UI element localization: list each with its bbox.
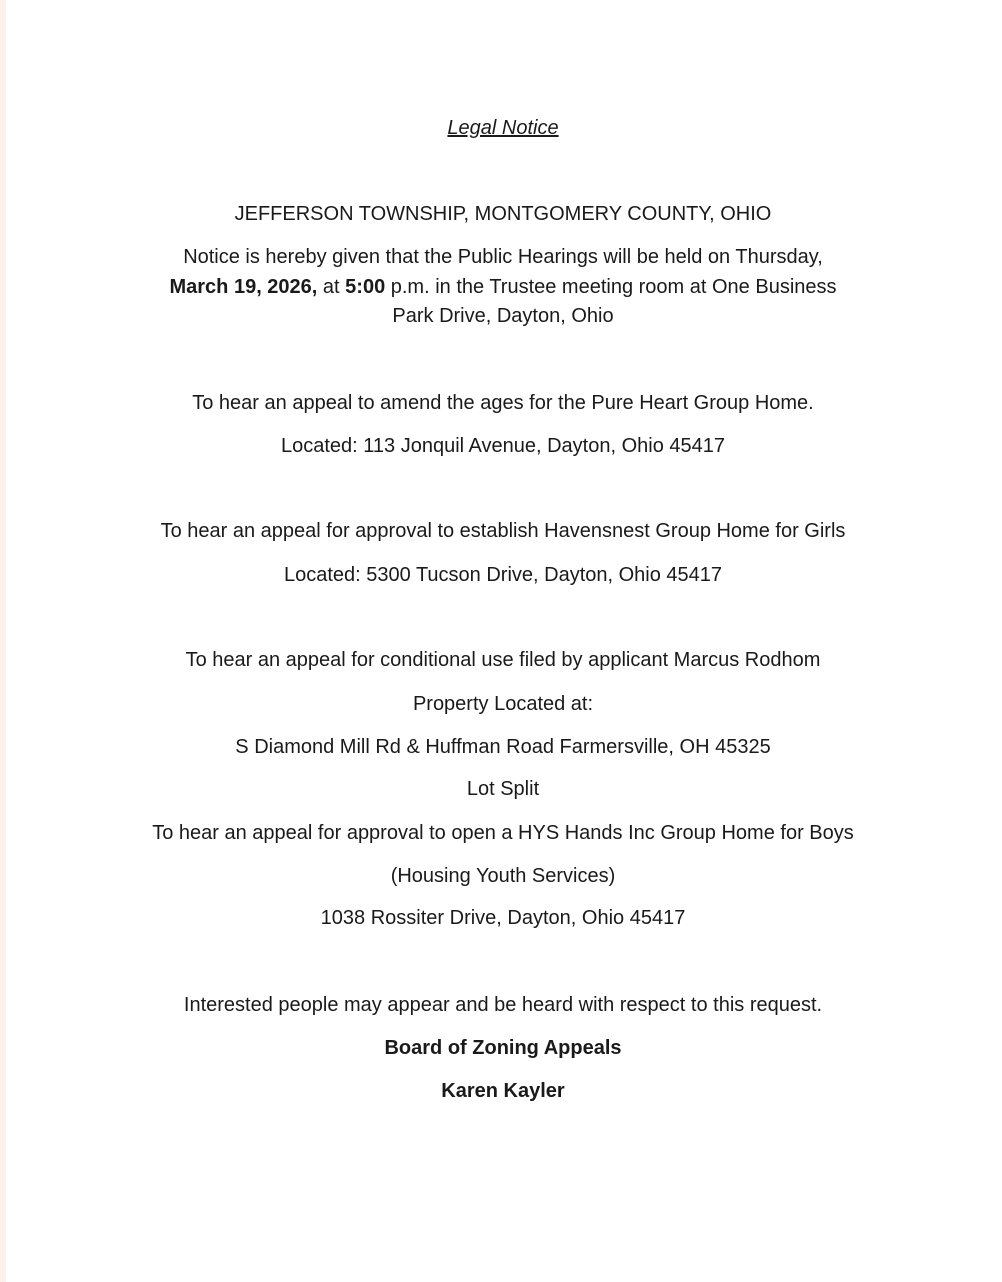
board-name: Board of Zoning Appeals: [384, 1037, 622, 1059]
intro-line-2-rest: p.m. in the Trustee meeting room at One Business: [385, 276, 837, 298]
notice-title: Legal Notice: [447, 117, 559, 139]
intro-line-1: Notice is hereby given that the Public Hearings will be held on Thursday,: [183, 246, 823, 268]
item-3-text: To hear an appeal for conditional use filed by applicant Marcus Rodhom: [185, 649, 821, 671]
intro-at: at: [317, 276, 346, 298]
item-3-location: S Diamond Mill Rd & Huffman Road Farmersville, OH 45325: [235, 736, 771, 758]
closing-statement: Interested people may appear and be heard with respect to this request.: [183, 994, 823, 1016]
signer-name: Karen Kayler: [441, 1080, 565, 1102]
hearing-date: March 19, 2026,: [169, 276, 318, 298]
item-1-text: To hear an appeal to amend the ages for the Pure Heart Group Home.: [192, 392, 814, 414]
item-2-location: Located: 5300 Tucson Drive, Dayton, Ohio 45417: [283, 564, 723, 586]
item-4-text: To hear an appeal for approval to open a HYS Hands Inc Group Home for Boys: [152, 822, 854, 844]
item-3-location-label: Property Located at:: [412, 693, 594, 715]
jurisdiction-heading: JEFFERSON TOWNSHIP, MONTGOMERY COUNTY, OHIO: [234, 203, 772, 225]
item-2-text: To hear an appeal for approval to establish Havensnest Group Home for Girls: [160, 520, 846, 542]
item-1-location: Located: 113 Jonquil Avenue, Dayton, Ohio 45417: [280, 435, 726, 457]
item-4-location: 1038 Rossiter Drive, Dayton, Ohio 45417: [320, 907, 686, 929]
hearing-time: 5:00: [345, 276, 386, 298]
item-4-subtitle: (Housing Youth Services): [390, 865, 616, 887]
item-3-note: Lot Split: [466, 778, 540, 800]
intro-line-2: [0, 273, 1002, 302]
intro-line-3: Park Drive, Dayton, Ohio: [392, 305, 614, 327]
